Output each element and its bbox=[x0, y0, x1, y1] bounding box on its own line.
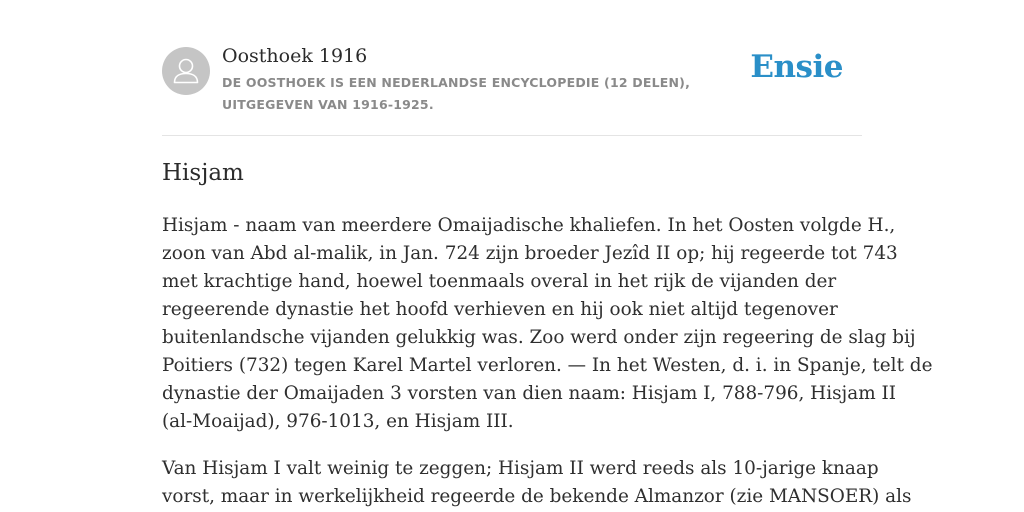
paragraph-line: Hisjam - naam van meerdere Omaijadische khaliefen. In het Oosten volgde H., bbox=[162, 215, 896, 236]
paragraph-line: Van Hisjam I valt weinig te zeggen; Hisjam II werd reeds als 10-jarige knaap bbox=[162, 458, 879, 479]
article-body bbox=[162, 212, 933, 512]
paragraph-line: (al-Moaijad), 976-1013, en Hisjam III. bbox=[162, 411, 514, 432]
source-description: DE OOSTHOEK IS EEN NEDERLANDSE ENCYCLOPEDIE (12 DELEN), UITGEGEVEN VAN 1916-1925. bbox=[222, 75, 691, 112]
paragraph-line: vorst, maar in werkelijkheid regeerde de bekende Almanzor (zie MANSOER) als bbox=[162, 486, 912, 507]
paragraph-line: met krachtige hand, hoewel toenmaals overal in het rijk de vijanden der bbox=[162, 271, 837, 292]
article-title: Hisjam bbox=[162, 160, 244, 186]
ensie-logo[interactable]: Ensie bbox=[750, 49, 843, 85]
source-header bbox=[162, 44, 862, 136]
paragraph-line: zoon van Abd al-malik, in Jan. 724 zijn broeder Jezîd II op; hij regeerde tot 743 bbox=[162, 243, 898, 264]
paragraph-line: regeerende dynastie het hoofd verhieven en hij ook niet altijd tegenover bbox=[162, 299, 838, 320]
article-paragraph bbox=[162, 455, 912, 511]
paragraph-line: Poitiers (732) tegen Karel Martel verloren. — In het Westen, d. i. in Spanje, telt de bbox=[162, 355, 933, 376]
article-paragraph bbox=[162, 212, 933, 436]
source-title[interactable]: Oosthoek 1916 bbox=[222, 45, 368, 67]
paragraph-line: dynastie der Omaijaden 3 vorsten van dien naam: Hisjam I, 788-796, Hisjam II bbox=[162, 383, 897, 404]
paragraph-line: buitenlandsche vijanden gelukkig was. Zoo werd onder zijn regeering de slag bij bbox=[162, 327, 916, 348]
user-icon bbox=[162, 47, 210, 95]
avatar[interactable] bbox=[162, 47, 210, 95]
